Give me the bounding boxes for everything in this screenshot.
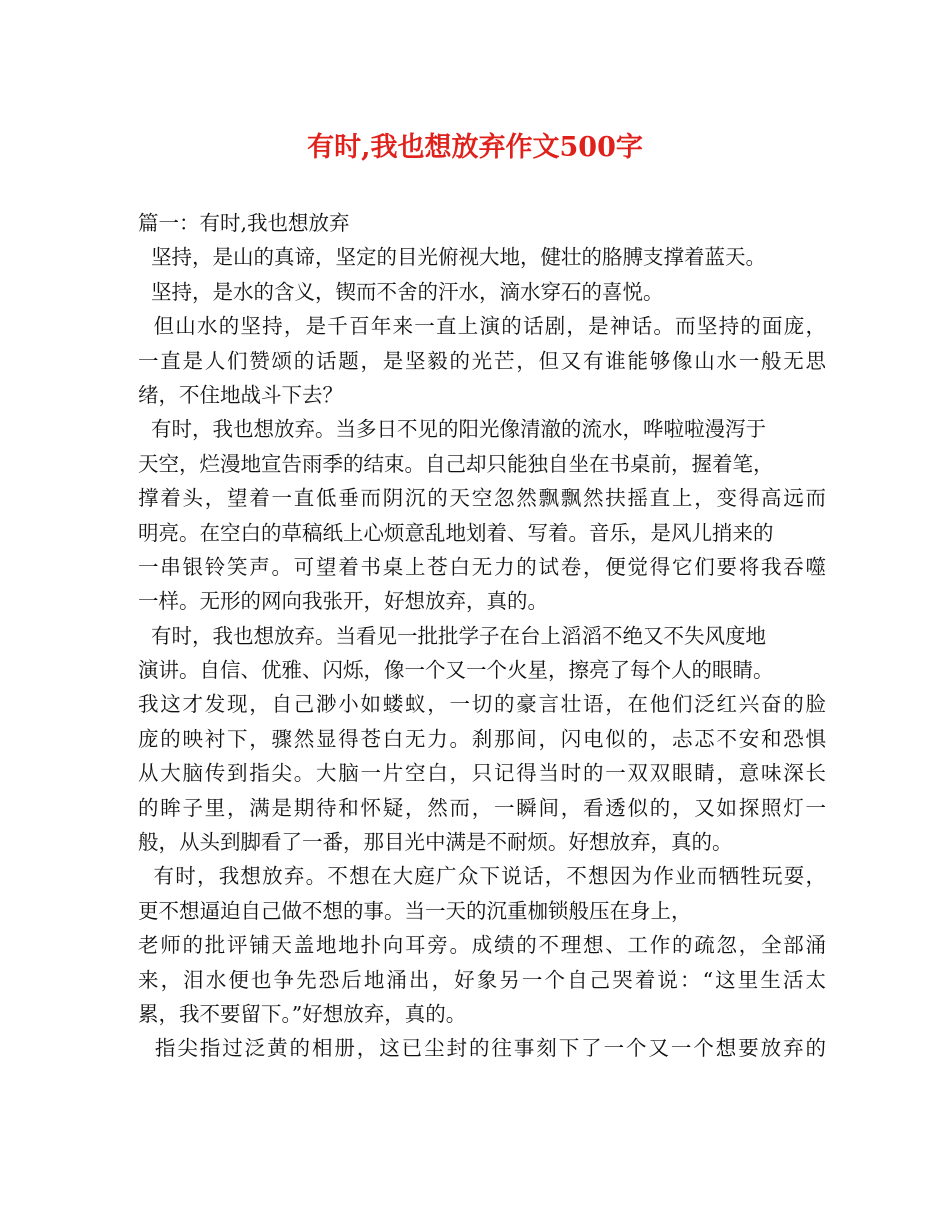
text-line: 有时，我也想放弃。当看见一批批学子在台上滔滔不绝又不失风度地 (138, 623, 767, 648)
text-line: 一串银铃笑声。可望着书桌上苍白无力的试卷，便觉得它们要将我吞噬 (138, 554, 826, 579)
text-line: 庞的映衬下，骤然显得苍白无力。刹那间，闪电似的，忐忑不安和恐惧 (138, 726, 826, 751)
text-line: 篇一：有时,我也想放弃 (138, 211, 350, 235)
text-line: 从大脑传到指尖。大脑一片空白，只记得当时的一双双眼睛，意味深长 (138, 761, 826, 786)
text-line: 但山水的坚持，是千百年来一直上演的话剧，是神话。而坚持的面庞， (138, 314, 826, 339)
document-title: 有时,我也想放弃作文500字 (307, 132, 643, 163)
text-line: 的眸子里，满是期待和怀疑，然而，一瞬间，看透似的，又如探照灯一 (138, 795, 826, 820)
text-line: 有时，我也想放弃。当多日不见的阳光像清澈的流水，哗啦啦漫泻于 (138, 417, 767, 442)
text-line: 般，从头到脚看了一番，那目光中满是不耐烦。好想放弃，真的。 (138, 830, 733, 855)
text-line: 一直是人们赞颂的话题，是坚毅的光芒，但又有谁能够像山水一般无思 (138, 348, 826, 373)
text-line: 撑着头，望着一直低垂而阴沉的天空忽然飘飘然扶摇直上，变得高远而 (138, 486, 826, 511)
text-line: 明亮。在空白的草稿纸上心烦意乱地划着、写着。音乐，是风儿捎来的 (138, 520, 774, 545)
text-line: 指尖指过泛黄的相册，这已尘封的往事刻下了一个又一个想要放弃的 (138, 1036, 826, 1061)
text-line: 天空，烂漫地宣告雨季的结束。自己却只能独自坐在书桌前，握着笔， (138, 451, 774, 476)
text-line: 演讲。自信、优雅、闪烁，像一个又一个火星，擦亮了每个人的眼睛。 (138, 658, 774, 683)
text-line: 一样。无形的网向我张开，好想放弃，真的。 (138, 589, 548, 614)
text-line: 来，泪水便也争先恐后地涌出，好象另一个自己哭着说：“这里生活太 (138, 967, 826, 992)
text-line: 更不想逼迫自己做不想的事。当一天的沉重枷锁般压在身上， (138, 898, 692, 923)
text-line: 有时，我想放弃。不想在大庭广众下说话，不想因为作业而牺牲玩耍， (138, 864, 826, 889)
text-line: 我这才发现，自己渺小如蝼蚁，一切的豪言壮语，在他们泛红兴奋的脸 (138, 692, 826, 717)
text-line: 绪，不住地战斗下去？ (138, 382, 343, 407)
text-line: 坚持，是山的真谛，坚定的目光俯视大地，健壮的胳膊支撑着蓝天。 (138, 245, 767, 270)
text-line: 坚持，是水的含义，锲而不舍的汗水，滴水穿石的喜悦。 (138, 279, 664, 304)
document-body (138, 206, 826, 1066)
text-line: 累，我不要留下。”好想放弃，真的。 (138, 1001, 467, 1026)
text-line: 老师的批评铺天盖地地扑向耳旁。成绩的不理想、工作的疏忽，全部涌 (138, 933, 826, 958)
